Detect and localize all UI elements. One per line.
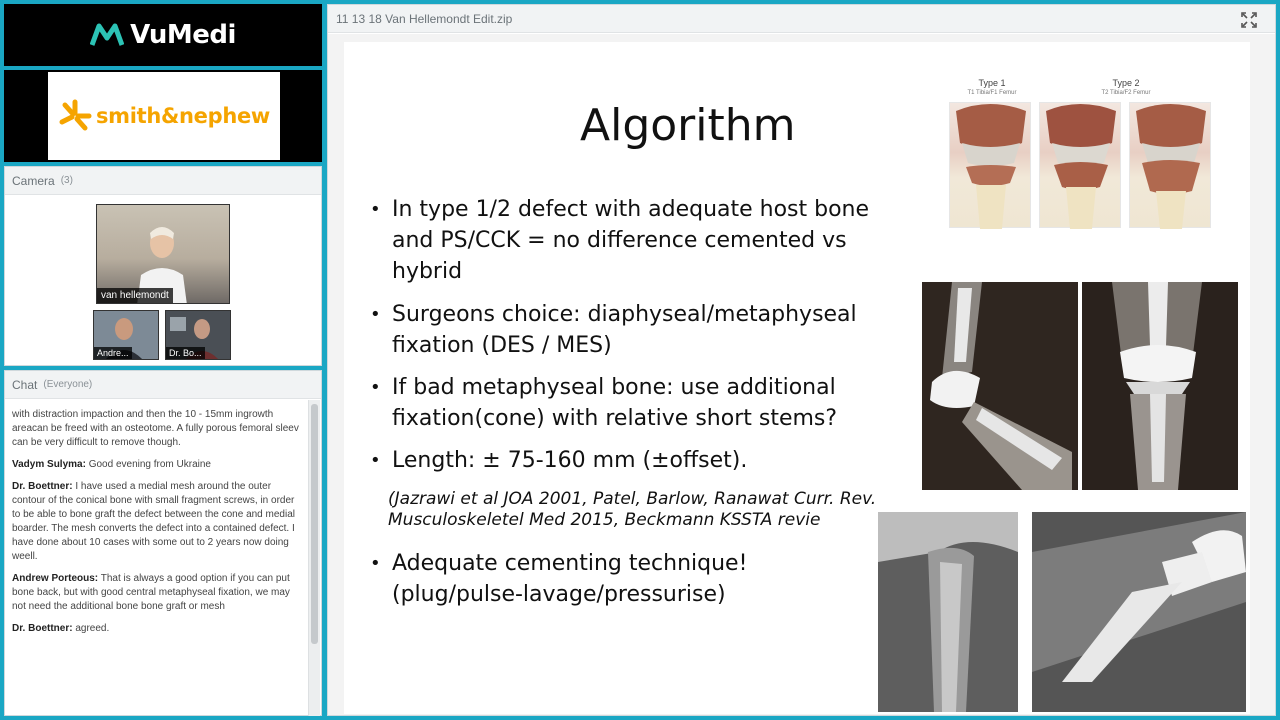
chat-author: Dr. Boettner:: [12, 623, 73, 634]
xray-ap-image: [1082, 282, 1238, 490]
chat-scope: (Everyone): [43, 379, 93, 390]
chat-message: [12, 480, 303, 564]
sponsor-logo[interactable]: [48, 72, 280, 160]
camera-thumb-boettner[interactable]: [165, 310, 231, 360]
camera-count: (3): [60, 175, 73, 186]
chat-text: Good evening from Ukraine: [88, 459, 211, 470]
chat-author: Vadym Sulyma:: [12, 459, 86, 470]
slide-bullet: • In type 1/2 defect with adequate host bone and PS/CCK = no difference cemented vs hybrid: [392, 194, 869, 287]
knee-diagram-image: [949, 102, 1031, 228]
fullscreen-icon[interactable]: [1241, 12, 1257, 28]
chat-message-list[interactable]: [5, 400, 309, 716]
chat-pod-header: [5, 371, 321, 399]
xray-tibia-graphic: [878, 512, 1018, 712]
brand-logo-pod: [4, 4, 322, 66]
chat-pod-title: Chat: [12, 377, 38, 392]
main-camera-video[interactable]: [96, 204, 230, 304]
xray-tibia-image: [878, 512, 1018, 712]
camera-thumb-andrew[interactable]: [93, 310, 159, 360]
chat-scrollbar[interactable]: [308, 400, 320, 716]
chat-text: with distraction impaction and then the 10 - 15mm ingrowth areacan be freed with an osteotome. A fully porous femoral sleev can be very difficult to remove though.: [12, 409, 299, 448]
chat-message: [12, 572, 303, 614]
xray-ap-graphic: [1082, 282, 1238, 490]
chat-text: I have used a medial mesh around the outer contour of the conical bone with small fragment screws, in order to be able to bone graft the defect between the cone and medial boarder. The mesh converts the defect into a contained defect. I have done about 10 cases with some out to 2 years now doing weell.: [12, 481, 295, 562]
brand-logo-text: VuMedi: [130, 20, 236, 50]
chat-author: Andrew Porteous:: [12, 573, 99, 584]
presentation-slide: [344, 42, 1250, 714]
knee-diagram-image: [1039, 102, 1121, 228]
knee-diagram-image: [1129, 102, 1211, 228]
knee-diagram-graphic: [950, 103, 1032, 229]
knee-diagram-graphic: [1040, 103, 1122, 229]
chat-message: [12, 408, 303, 450]
knee-diagram-graphic: [1130, 103, 1212, 229]
slide-bullet: • Surgeons choice: diaphyseal/metaphyseal fixation (DES / MES): [392, 299, 857, 361]
chat-author: Dr. Boettner:: [12, 481, 73, 492]
left-column: [0, 0, 326, 720]
vumedi-logo-icon: [90, 23, 124, 47]
chat-pod: [4, 370, 322, 716]
sponsor-star-icon: [58, 99, 92, 133]
type-2-label: Type 2 T2 Tibia/F2 Femur: [1101, 78, 1151, 96]
slide-bullet: • Adequate cementing technique! (plug/pulse-lavage/pressurise): [392, 548, 747, 610]
xray-femur-stem-graphic: [1032, 512, 1246, 712]
slide-title: Algorithm: [580, 100, 796, 151]
xray-lateral-graphic: [922, 282, 1078, 490]
defect-type-diagrams: [947, 78, 1215, 238]
sponsor-name: smith&nephew: [95, 104, 271, 128]
sponsor-pod: [4, 70, 322, 162]
xray-femur-stem-image: [1032, 512, 1246, 712]
camera-thumb-label: Dr. Bo...: [166, 347, 205, 359]
camera-pod-header: [5, 167, 321, 195]
chat-message: [12, 458, 303, 472]
type-1-label: Type 1 T1 Tibia/F1 Femur: [967, 78, 1017, 96]
camera-thumb-label: Andre...: [94, 347, 132, 359]
slide-viewport: [328, 34, 1275, 715]
slide-bullet: • If bad metaphyseal bone: use additional fixation(cone) with relative short stems?: [392, 372, 837, 434]
chat-scroll-thumb[interactable]: [311, 404, 318, 644]
slide-bullet: • Length: ± 75-160 mm (±offset).: [392, 445, 747, 476]
share-pod-title: 11 13 18 Van Hellemondt Edit.zip: [336, 11, 513, 26]
camera-pod: [4, 166, 322, 366]
share-pod-header: [328, 5, 1275, 33]
share-pod: [327, 4, 1276, 716]
slide-citation: (Jazrawi et al JOA 2001, Patel, Barlow, Ranawat Curr. Rev. Musculoskeletel Med 2015, Beckmann KSSTA revie: [388, 489, 877, 530]
chat-message: [12, 622, 303, 636]
chat-text: That is always a good option if you can put bone back, but with good central metaphyseal fixation, we may not need the additional bone bone graft or mesh: [12, 573, 290, 612]
camera-pod-title: Camera: [12, 173, 55, 188]
chat-text: agreed.: [75, 623, 110, 634]
main-camera-label: van hellemondt: [97, 288, 173, 303]
xray-lateral-image: [922, 282, 1078, 490]
